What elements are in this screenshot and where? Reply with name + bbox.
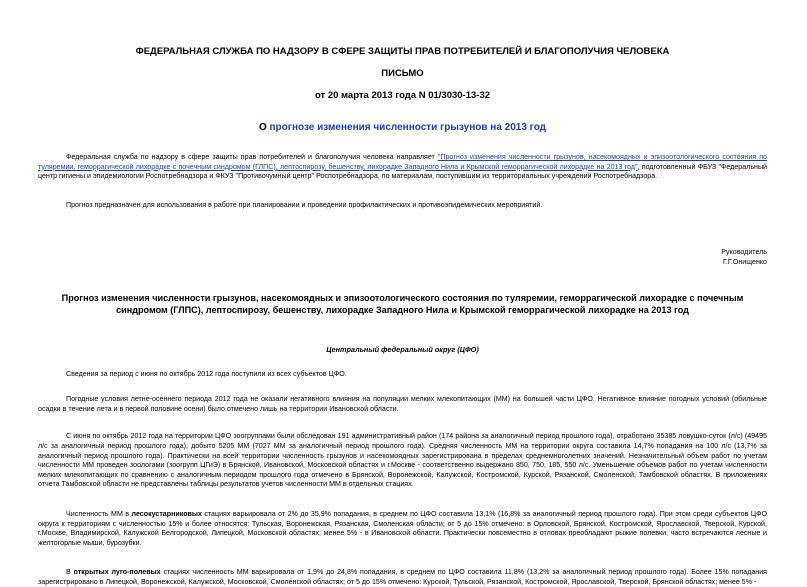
subject-link[interactable]: прогнозе изменения численности грызунов на 2013 год [269,122,547,133]
agency-heading: ФЕДЕРАЛЬНАЯ СЛУЖБА ПО НАДЗОРУ В СФЕРЕ ЗАЩИТЫ ПРАВ ПОТРЕБИТЕЛЕЙ И БЛАГОПОЛУЧИЯ ЧЕЛОВЕКА [135,46,670,57]
subject-heading [38,122,767,133]
signature-name: Г.Г.Онищенко [722,257,767,266]
subject-prefix: О [258,122,270,133]
body-5-before: В [66,568,74,577]
body-5-bold: открытых луго-полевых [73,568,161,577]
intro-paragraph-2: Прогноз предназначен для использования в работе при планировании и проведении профилактических и противоэпидемических мероприятий. [66,200,543,209]
body-4-bold: лесокустарниковых [131,509,202,518]
body-paragraph-3: С июня по октябрь 2012 года на территории ЦФО зоогруппами были обследован 191 административный район (174 района за аналогичный период прошлого года), отработано 35385 ловушко-суток (л/с) (49495 л/с за аналогичный период прошлого года), добыто 5205 ММ (7027 ММ за аналогичный период прошлого года). Средняя численность ММ на территории округа составила 14,7% попадания на 100 л/с (13,7% за аналогичный период прошлого года). Практически на всей территории численность грызунов и насекомоядных зарегистрирована в пределах среднемноголетних значений. Незначительный объем работ по учетам численности ММ проведен зоологами (зоогрупп ЦГиЭ) в Брянской, Ивановской, Московской областях и г.Москве - соответственно выдержано 850, 750, 185, 550 л/с. Уменьшение объемов работ по учетам численности мелких млекопитающих по сравнению с аналогичным периодом прошлого года отмечено в Брянской, Воронежской, Калужской, Костромской, Курской, Рязанской, Смоленской, Тамбовской областях. В приложениях отчета Тамбовской области не представлены таблицы результатов учетов численности ММ в отдельных стациях. [38,432,767,489]
body-paragraph-2: Погодные условия летне-осеннего периода 2012 года не оказали негативного влияния на популяции мелких млекопитающих (ММ) на большей части ЦФО. Негативное влияние погодных условий (обильные осадки в течение лета и в первой половине осени) было отмечено лишь на территории Ивановской области. [38,395,767,413]
signature-position: Руководитель [721,248,767,257]
forecast-document-link[interactable]: "Прогноз изменения численности грызунов, насекомоядных и эпизоотологического состояния по туляремии, геморрагической лихорадке с почечным синдромом (ГЛПС), лептоспирозу, бешенству, лихорадке Западного Нила и Крымской геморрагической лихорадке на 2013 год" [38,153,768,171]
body-5-after: стациях численность ММ варьировала от 1,9% до 24,8% попадания, в среднем по ЦФО составила 11,8% (13,2% за аналогичный период прошлого года). Более 15% попадания зарегистрировано в Липецкой, Воронежской, Калужской, Московской, Смоленской областях; от 5 до 15% отмечено: Курской, Тульской, Рязанской, Костромской, Ярославской, Тверской, Брянской областях; менее 5% - [38,568,767,586]
body-4-after: стациях варьировала от 2% до 35,9% попадания, в среднем по ЦФО составила 13,1% (16,8% за аналогичный период прошлого года). При этом среди субъектов ЦФО округа к территориям с численностью 15% и более относятся: Тульская, Воронежская, Рязанская, Смоленская области; от 5 до 15% отмечено: в Орловской, Брянской, Костромской, Ярославской, Тверской, Курской, г.Москве, Владимирской, Калужской Белгородской, Липецкой, Московской областях; менее 5% - в Ивановской области. Практически повсеместно в отловах преобладают рыжие полевки, часто встречаются лесные и желтогорлые мыши, бурозубки. [38,509,768,547]
date-number-heading: от 20 марта 2013 года N 01/3030-13-32 [314,90,491,101]
intro-text-after: , подготовленный ФБУЗ "Федеральный центр гигиены и эпидемиологии Роспотребнадзора и ФКУЗ "Противочумный центр" Роспотребнадзора, по материалам, поступившим из территориальных учреждений Роспотребнадзора. [38,162,767,181]
forecast-title: Прогноз изменения численности грызунов, насекомоядных и эпизоотологического состояния по туляремии, геморрагической лихорадке с почечным синдромом (ГЛПС), лептоспирозу, бешенству, лихорадке Западного Нила и Крымской геморрагической лихорадке на 2013 год [61,292,744,316]
intro-text-before: Федеральная служба по надзору в сфере защиты прав потребителей и благополучия человека направляет [66,153,438,161]
body-4-before: Численность ММ в [66,509,132,518]
district-heading: Центральный федеральный округ (ЦФО) [326,344,479,354]
body-paragraph-5 [38,568,767,587]
intro-paragraph-1 [38,153,767,182]
body-paragraph-4 [38,510,767,548]
signature-block [38,248,767,267]
body-paragraph-1: Сведения за период с июня по октябрь 2012 года поступили из всех субъектов ЦФО. [66,369,347,378]
doc-type-heading: ПИСЬМО [381,68,424,79]
